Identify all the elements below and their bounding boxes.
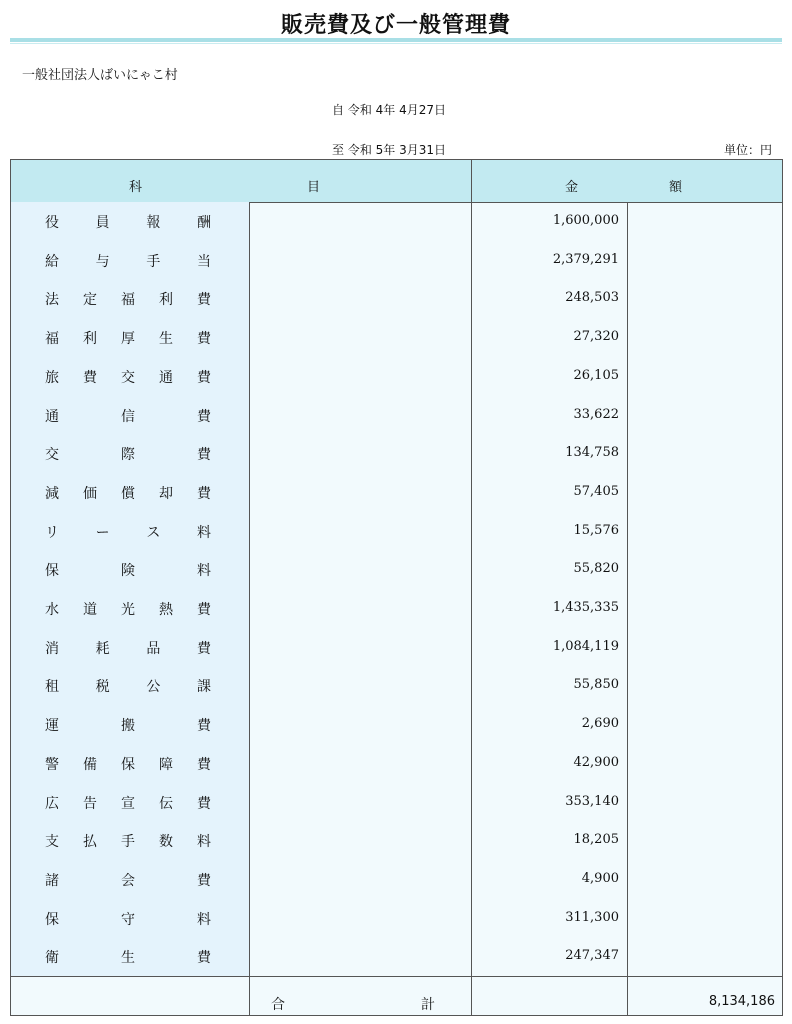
category-char: 警 xyxy=(45,756,59,773)
category-char: 運 xyxy=(45,718,59,735)
category-char: 費 xyxy=(197,369,211,386)
category-char: 消 xyxy=(45,640,59,657)
category-char: 生 xyxy=(159,331,173,348)
table-row xyxy=(11,860,782,899)
category-char: 支 xyxy=(45,834,59,851)
header-subject-1: 科 xyxy=(129,180,143,195)
expense-category xyxy=(45,522,211,542)
category-char: 耗 xyxy=(95,640,110,657)
category-char: 搬 xyxy=(121,718,135,735)
category-char: 料 xyxy=(197,834,211,851)
category-char: 法 xyxy=(45,292,59,309)
table-row xyxy=(11,821,782,860)
expense-category xyxy=(45,444,211,464)
expense-category xyxy=(45,793,211,813)
category-char: 料 xyxy=(197,563,211,580)
expense-category xyxy=(45,560,211,580)
category-char: 熱 xyxy=(159,602,173,618)
expense-amount: 33,622 xyxy=(573,406,619,422)
category-char: 費 xyxy=(197,872,211,889)
category-char: 諸 xyxy=(45,872,59,889)
category-char: 定 xyxy=(83,292,97,309)
header-subject-2: 目 xyxy=(307,180,321,195)
divider-3 xyxy=(627,202,628,1015)
category-char: 伝 xyxy=(159,795,173,812)
category-char: 通 xyxy=(159,369,173,386)
table-row xyxy=(11,241,782,280)
table-row xyxy=(11,666,782,705)
expense-category xyxy=(45,483,211,503)
period-from: 自 令和 4年 4月27日 xyxy=(332,103,446,117)
category-char: 信 xyxy=(121,408,135,425)
expense-table xyxy=(10,159,783,1016)
expense-amount: 55,820 xyxy=(573,561,619,577)
expense-amount: 134,758 xyxy=(565,445,619,461)
expense-category xyxy=(45,676,211,696)
expense-amount: 353,140 xyxy=(565,793,619,809)
header-amount-1: 金 xyxy=(565,180,579,195)
category-char: 際 xyxy=(121,447,135,464)
category-char: 水 xyxy=(45,602,59,618)
expense-category xyxy=(45,831,211,851)
category-char: 減 xyxy=(45,485,59,502)
category-char: 費 xyxy=(197,756,211,773)
category-char: 会 xyxy=(121,872,135,889)
category-char: 厚 xyxy=(121,331,135,348)
period-to: 至 令和 5年 3月31日 xyxy=(332,143,446,157)
category-char: 保 xyxy=(45,563,59,580)
category-char: 旅 xyxy=(45,369,59,386)
category-char: 価 xyxy=(83,485,97,502)
category-char: 費 xyxy=(197,331,211,348)
table-row xyxy=(11,202,782,241)
category-char: 手 xyxy=(121,834,135,851)
category-char: 保 xyxy=(121,756,135,773)
category-char: 却 xyxy=(159,485,173,502)
category-char: 光 xyxy=(121,602,135,618)
title-underline-thin xyxy=(10,43,782,44)
category-char: 税 xyxy=(95,679,110,696)
category-char: 宣 xyxy=(121,795,135,812)
category-char: 費 xyxy=(197,718,211,735)
expense-category xyxy=(45,289,211,309)
category-char: 課 xyxy=(196,679,211,696)
expense-category xyxy=(45,754,211,774)
expense-category xyxy=(45,251,211,271)
table-row xyxy=(11,318,782,357)
expense-category xyxy=(45,367,211,387)
total-label-1: 合 xyxy=(271,997,285,1013)
category-char: 費 xyxy=(197,950,211,967)
category-char: リ xyxy=(45,524,59,541)
expense-amount: 1,600,000 xyxy=(552,213,619,228)
category-char: 生 xyxy=(121,950,135,967)
category-char: 告 xyxy=(83,795,97,812)
expense-amount: 1,084,119 xyxy=(552,638,619,654)
category-char: 費 xyxy=(197,292,211,309)
table-row xyxy=(11,512,782,551)
category-char: 険 xyxy=(121,563,135,580)
category-char: 交 xyxy=(121,369,135,386)
category-char: 衛 xyxy=(45,950,59,967)
expense-amount: 4,900 xyxy=(581,870,619,886)
category-char: 費 xyxy=(197,408,211,425)
category-char: 報 xyxy=(146,215,161,231)
category-char: 通 xyxy=(45,408,59,425)
category-char: 保 xyxy=(45,911,59,928)
total-label-2: 計 xyxy=(421,997,435,1013)
category-char: 費 xyxy=(83,369,97,386)
total-amount: 8,134,186 xyxy=(708,994,775,1009)
expense-category xyxy=(45,909,211,929)
category-char: 料 xyxy=(196,524,211,541)
category-char: 費 xyxy=(197,795,211,812)
category-char: 障 xyxy=(159,756,173,773)
title-underline xyxy=(10,38,782,42)
table-row xyxy=(11,434,782,473)
expense-amount: 311,300 xyxy=(565,909,619,925)
category-char: 料 xyxy=(197,911,211,928)
table-row xyxy=(11,899,782,938)
expense-category xyxy=(45,328,211,348)
expense-category xyxy=(45,212,211,232)
category-char: 給 xyxy=(45,253,59,270)
table-row xyxy=(11,628,782,667)
table-row xyxy=(11,705,782,744)
category-char: 道 xyxy=(83,602,97,618)
table-row xyxy=(11,550,782,589)
category-char: ー xyxy=(95,524,110,541)
expense-category xyxy=(45,599,211,619)
table-row xyxy=(11,589,782,628)
expense-amount: 2,690 xyxy=(581,716,619,732)
category-char: 手 xyxy=(146,253,161,270)
category-char: 数 xyxy=(159,834,173,851)
category-char: 福 xyxy=(45,331,59,348)
expense-category xyxy=(45,406,211,426)
expense-amount: 27,320 xyxy=(573,329,619,345)
expense-amount: 57,405 xyxy=(573,483,619,499)
expense-category xyxy=(45,638,211,658)
category-char: 広 xyxy=(45,795,59,812)
document-title: 販売費及び一般管理費 xyxy=(280,13,511,38)
unit-label: 単位：円 xyxy=(723,143,772,157)
table-row xyxy=(11,473,782,512)
expense-category xyxy=(45,715,211,735)
expense-amount: 42,900 xyxy=(573,754,619,770)
category-char: 利 xyxy=(159,292,173,309)
total-divider xyxy=(11,976,782,977)
expense-amount: 15,576 xyxy=(573,522,619,538)
table-row xyxy=(11,357,782,396)
expense-amount: 1,435,335 xyxy=(552,600,619,615)
category-char: 払 xyxy=(83,834,97,851)
category-char: 員 xyxy=(95,215,110,231)
category-char: ス xyxy=(146,524,161,541)
divider-1 xyxy=(249,202,250,1015)
expense-amount: 26,105 xyxy=(573,367,619,383)
category-char: 酬 xyxy=(196,215,211,231)
category-char: 交 xyxy=(45,447,59,464)
expense-amount: 18,205 xyxy=(573,832,619,848)
expense-category xyxy=(45,870,211,890)
category-char: 費 xyxy=(197,602,211,618)
table-row xyxy=(11,396,782,435)
category-char: 守 xyxy=(121,911,135,928)
category-char: 福 xyxy=(121,292,135,309)
category-char: 利 xyxy=(83,331,97,348)
divider-2 xyxy=(471,160,472,1015)
category-char: 租 xyxy=(45,679,59,696)
table-row xyxy=(11,783,782,822)
category-char: 役 xyxy=(45,215,59,231)
category-char: 費 xyxy=(197,447,211,464)
expense-amount: 2,379,291 xyxy=(552,251,619,267)
category-char: 当 xyxy=(196,253,211,270)
expense-category xyxy=(45,947,211,967)
category-char: 備 xyxy=(83,756,97,773)
table-header xyxy=(11,160,782,203)
category-char: 与 xyxy=(95,253,110,270)
category-char: 公 xyxy=(146,679,161,696)
category-char: 償 xyxy=(121,485,135,502)
category-char: 費 xyxy=(196,640,211,657)
expense-amount: 247,347 xyxy=(565,948,619,964)
table-row xyxy=(11,744,782,783)
expense-amount: 248,503 xyxy=(565,290,619,306)
category-char: 品 xyxy=(146,640,161,657)
category-char: 費 xyxy=(197,485,211,502)
expense-amount: 55,850 xyxy=(573,677,619,693)
organization-name: 一般社団法人ばいにゃこ村 xyxy=(22,68,178,83)
table-row xyxy=(11,279,782,318)
table-row xyxy=(11,937,782,976)
header-amount-2: 額 xyxy=(669,180,683,195)
